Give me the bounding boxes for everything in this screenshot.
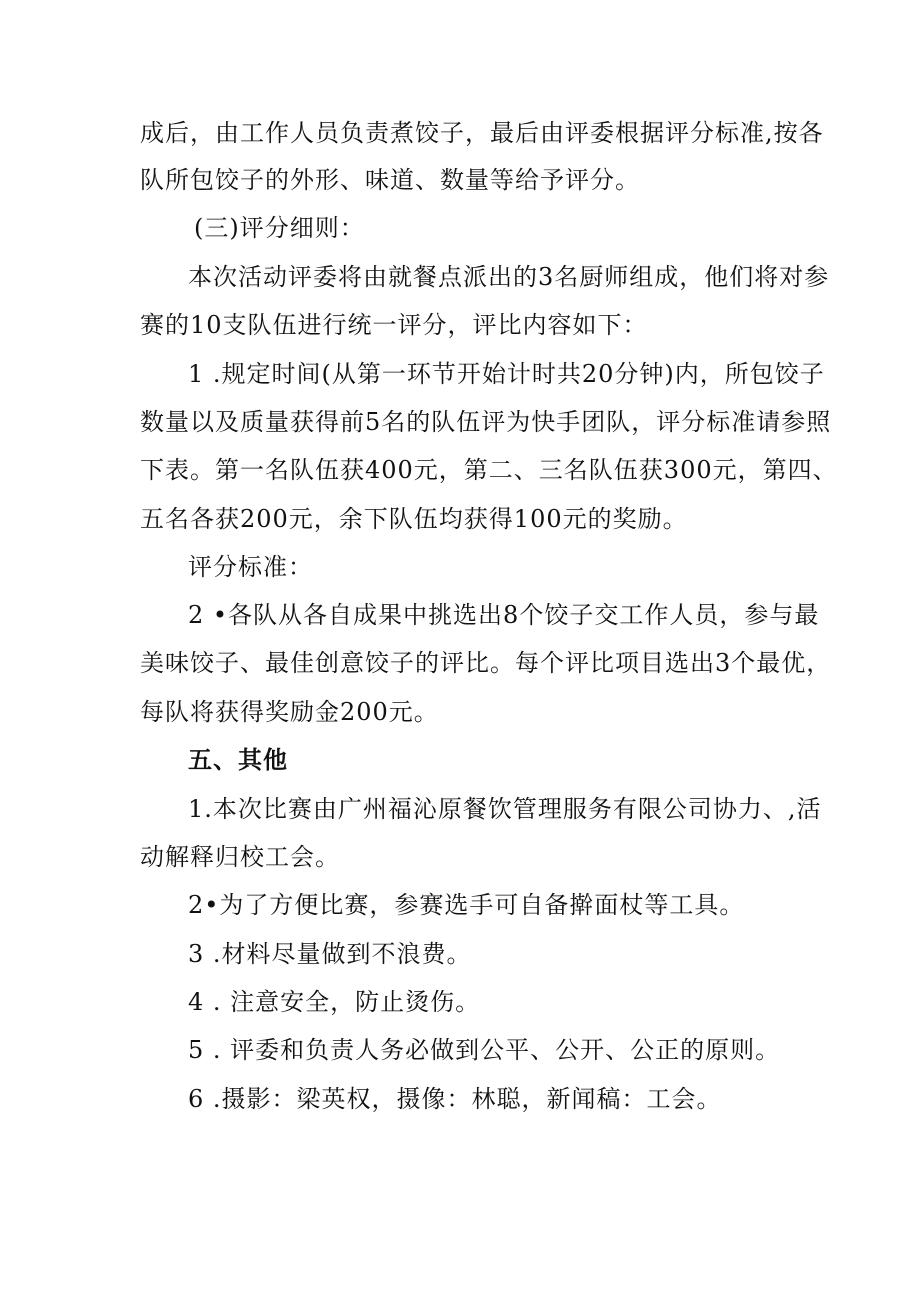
paragraph-line: 美味饺子、最佳创意饺子的评比。每个评比项目选出3个最优，: [140, 649, 832, 677]
paragraph-line: 赛的10支队伍进行统一评分，评比内容如下：: [140, 311, 648, 339]
paragraph-line: 数量以及质量获得前5名的队伍评为快手团队，评分标准请参照: [140, 408, 832, 436]
paragraph-line: 下表。第一名队伍获400元，第二、三名队伍获300元，第四、: [140, 456, 838, 484]
paragraph-line: 成后，由工作人员负责煮饺子，最后由评委根据评分标准,按各: [140, 119, 824, 147]
list-item-line: 5 . 评委和负责人务必做到公平、公开、公正的原则。: [188, 1036, 781, 1064]
paragraph-line: 五名各获200元，余下队伍均获得100元的奖励。: [140, 505, 688, 533]
list-item-line: 6 .摄影：梁英权，摄像：林聪，新闻稿：工会。: [188, 1085, 722, 1113]
paragraph-line: 队所包饺子的外形、味道、数量等给予评分。: [140, 166, 640, 194]
list-item-line: 2 •各队从各自成果中挑选出8个饺子交工作人员，参与最: [188, 601, 820, 629]
list-item-line: 1.本次比赛由广州福沁原餐饮管理服务有限公司协力、,活: [188, 795, 822, 823]
paragraph-line: 每队将获得奖励金200元。: [140, 698, 439, 726]
paragraph-line: 动解释归校工会。: [140, 843, 340, 871]
section-heading: 五、其他: [188, 746, 288, 774]
list-item-line: 4 . 注意安全，防止烫伤。: [188, 988, 481, 1016]
list-item-line: 3 .材料尽量做到不浪费。: [188, 940, 472, 968]
section-subheading: (三)评分细则：: [194, 214, 365, 242]
paragraph-line: 本次活动评委将由就餐点派出的3名厨师组成，他们将对参: [188, 263, 830, 291]
list-item-line: 1 .规定时间(从第一环节开始计时共20分钟)内，所包饺子: [188, 360, 825, 388]
scoring-standard-label: 评分标准：: [188, 553, 313, 581]
list-item-line: 2•为了方便比赛，参赛选手可自备擀面杖等工具。: [188, 891, 745, 919]
